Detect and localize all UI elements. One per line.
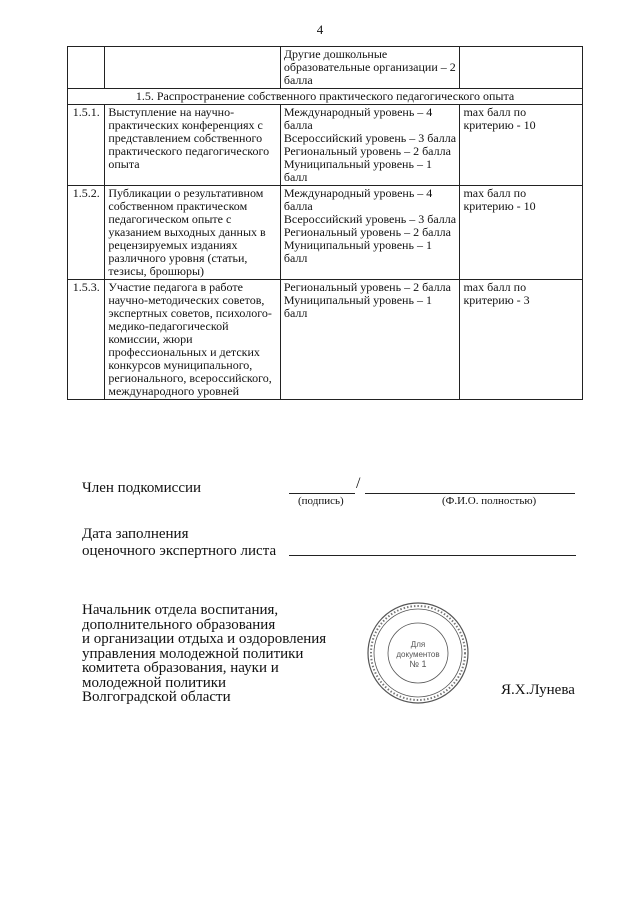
level-text: Всероссийский уровень – 3 балла [283, 131, 457, 145]
level-text: Региональный уровень – 2 балла [283, 144, 451, 158]
row-number: 1.5.2. [68, 186, 105, 280]
level-text: Другие дошкольные образовательные организации – 2 балла [283, 47, 456, 87]
signature-slash: / [356, 475, 361, 492]
page-number: 4 [316, 22, 324, 37]
max-cell [460, 47, 583, 89]
seal-text-line3: № 1 [409, 659, 427, 669]
section-heading: 1.5. Распространение собственного практического педагогического опыта [68, 89, 583, 105]
indicator-cell [105, 47, 280, 89]
level-text: Международный уровень – 4 балла [283, 105, 433, 132]
chief-title-line: и организации отдыха и оздоровления [82, 631, 327, 647]
signature-caption: (подпись) [298, 495, 344, 507]
level-text: Муниципальный уровень – 1 балл [283, 157, 432, 184]
chief-title-line: Волгоградской области [82, 689, 231, 705]
indicator-text: Участие педагога в работе научно-методических советов, экспертных советов, психолого-медико-педагогической комиссии, жюри профессиональных и детских конкурсов муниципального, регионального, всероссийского, международного уровней [105, 280, 280, 400]
levels-cell [280, 186, 460, 280]
chief-title [82, 603, 326, 705]
date-line [289, 555, 576, 556]
row-number: 1.5.3. [68, 280, 105, 400]
table-row [68, 186, 583, 280]
max-score: max балл по критерию - 10 [460, 186, 583, 280]
chief-title-line: Начальник отдела воспитания, [82, 602, 279, 618]
member-label: Член подкомиссии [82, 480, 202, 496]
date-label-line1: Дата заполнения [82, 526, 189, 542]
num-cell [68, 47, 105, 89]
max-score: max балл по критерию - 10 [460, 105, 583, 186]
criteria-table [67, 46, 583, 400]
date-label-line2: оценочного экспертного листа [82, 543, 277, 559]
row-number: 1.5.1. [68, 105, 105, 186]
level-text: Муниципальный уровень – 1 балл [283, 293, 432, 320]
official-seal [366, 601, 470, 705]
level-text: Международный уровень – 4 балла [283, 186, 433, 213]
chief-title-line: дополнительного образования [82, 616, 276, 633]
level-text: Региональный уровень – 2 балла [283, 280, 451, 294]
chief-name: Я.Х.Лунева [501, 682, 575, 698]
levels-cell [280, 47, 460, 89]
seal-text-line1: Для [410, 640, 426, 649]
chief-title-line: молодежной политики [82, 674, 227, 691]
chief-title-line: управления молодежной политики [82, 645, 304, 662]
table-row [68, 105, 583, 186]
name-line [365, 493, 575, 494]
signature-line [289, 493, 355, 494]
table-row [68, 47, 583, 89]
name-caption: (Ф.И.О. полностью) [442, 495, 537, 507]
levels-cell [280, 280, 460, 400]
level-text: Всероссийский уровень – 3 балла [283, 212, 457, 226]
level-text: Муниципальный уровень – 1 балл [283, 238, 432, 265]
indicator-text: Выступление на научно-практических конференциях с представлением собственного практического педагогического опыта [105, 105, 280, 186]
table-row [68, 280, 583, 400]
indicator-text: Публикации о результативном собственном практическом педагогическом опыте с указанием выходных данных в рецензируемых изданиях различного уровня (статьи, тезисы, брошюры) [105, 186, 280, 280]
seal-text-line2: документов [396, 650, 440, 659]
chief-title-line: комитета образования, науки и [82, 660, 279, 676]
max-score: max балл по критерию - 3 [460, 280, 583, 400]
level-text: Региональный уровень – 2 балла [283, 225, 451, 239]
section-row [68, 89, 583, 105]
levels-cell [280, 105, 460, 186]
